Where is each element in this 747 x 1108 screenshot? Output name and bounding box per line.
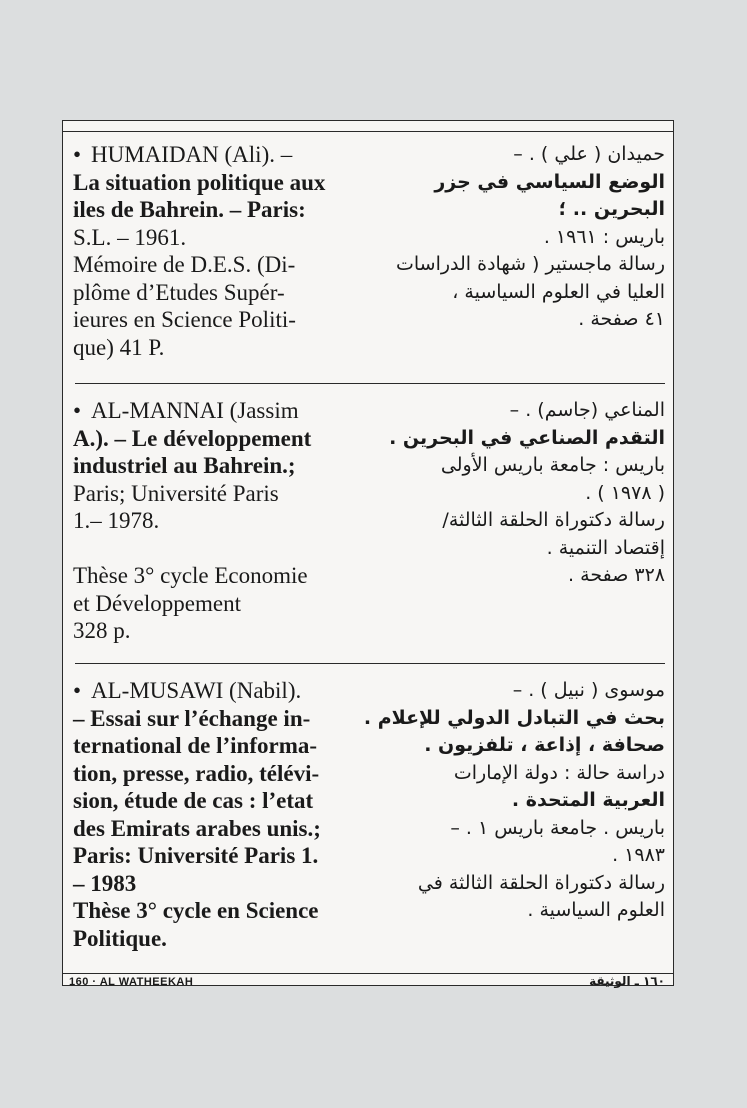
author: AL-MUSAWI (Nabil). — [91, 678, 302, 703]
note-line: Politique. — [73, 925, 167, 951]
author-ar: المناعي (جاسم) . – — [509, 399, 665, 421]
imprint-ar: باريس : جامعة باريس الأولى — [440, 454, 665, 476]
entry-3-french — [73, 677, 369, 952]
title-ar: الوضع السياسي في جزر — [434, 170, 665, 193]
note-line: 328 p. — [73, 618, 131, 643]
title-line: La situation politique aux — [73, 169, 326, 195]
title-ar: بحث في التبادل الدولي للإعلام . — [363, 706, 665, 729]
bottom-rule — [63, 973, 673, 974]
bullet-icon: • — [73, 398, 82, 423]
note-line: Thèse 3° cycle en Science — [73, 898, 319, 923]
note-line: que) 41 P. — [73, 334, 165, 360]
top-rule — [63, 131, 673, 132]
title-ar: البحرين .. ؛ — [558, 198, 665, 220]
imprint-ar: ( ١٩٧٨ ) . — [585, 481, 665, 504]
title-ar: صحافة ، إذاعة ، تلفزيون . — [424, 734, 665, 756]
note-ar: ٣٢٨ صفحة . — [568, 564, 665, 586]
entry-1-french — [73, 141, 369, 361]
entry-3-arabic — [363, 677, 665, 925]
note-ar: إقتصاد التنمية . — [546, 536, 665, 559]
note-line: plôme d’Etudes Supér- — [73, 279, 285, 305]
imprint-line: S.L. – 1961. — [73, 224, 187, 250]
note-ar: العليا في العلوم السياسية ، — [452, 280, 665, 303]
footer-page-label-arabic: ١٦٠ ـ الوثيقة — [589, 974, 665, 988]
bullet-icon: • — [73, 142, 82, 167]
note-ar: ٤١ صفحة . — [578, 308, 665, 330]
author: HUMAIDAN (Ali). – — [91, 142, 293, 167]
imprint-line: Paris: Université Paris 1. — [73, 843, 319, 868]
note-ar: رسالة دكتوراة الحلقة الثالثة في — [417, 871, 665, 894]
author: AL-MANNAI (Jassim — [91, 398, 299, 423]
author-ar: حميدان ( علي ) . – — [513, 143, 665, 165]
note-line: Mémoire de D.E.S. (Di- — [73, 252, 296, 277]
spacer — [73, 535, 369, 563]
bibliography-page — [62, 120, 674, 986]
title-line: industriel au Bahrein.; — [73, 453, 296, 478]
imprint-line: 1.– 1978. — [73, 508, 160, 533]
entry-separator — [75, 383, 665, 384]
imprint-ar: باريس . جامعة باريس ١ . – — [450, 816, 665, 839]
author-ar: موسوى ( نبيل ) . – — [512, 679, 665, 701]
title-line: A.). – Le développement — [73, 425, 312, 451]
title-line: des Emirats arabes unis.; — [73, 815, 321, 841]
title-ar: التقدم الصناعي في البحرين . — [389, 426, 665, 449]
note-ar: العربية المتحدة . — [511, 789, 665, 811]
imprint-line: Paris; Université Paris — [73, 480, 279, 506]
title-line: iles de Bahrein. – Paris: — [73, 197, 306, 222]
imprint-ar: باريس : ١٩٦١ . — [543, 225, 665, 248]
title-line: ternational de l’informa- — [73, 733, 318, 758]
title-line: tion, presse, radio, télévi- — [73, 760, 320, 786]
footer-page-label: 160 · AL WATHEEKAH — [69, 976, 194, 988]
note-ar: دراسة حالة : دولة الإمارات — [453, 761, 665, 784]
note-line: Thèse 3° cycle Economie — [73, 563, 308, 588]
note-line: et Développement — [73, 590, 241, 616]
note-ar: رسالة دكتوراة الحلقة الثالثة/ — [442, 509, 665, 531]
entry-2-arabic — [381, 397, 665, 590]
imprint-ar: ١٩٨٣ . — [612, 844, 665, 866]
bullet-icon: • — [73, 678, 82, 703]
note-line: ieures en Science Politi- — [73, 307, 296, 332]
note-ar: العلوم السياسية . — [527, 899, 665, 921]
title-line: sion, étude de cas : l’etat — [73, 788, 314, 813]
entry-2-french — [73, 397, 369, 645]
title-line: – Essai sur l’échange in- — [73, 705, 311, 731]
entry-1-arabic — [381, 141, 665, 334]
note-ar: رسالة ماجستير ( شهادة الدراسات — [395, 253, 665, 275]
imprint-line: – 1983 — [73, 870, 137, 896]
entry-separator — [75, 663, 665, 664]
